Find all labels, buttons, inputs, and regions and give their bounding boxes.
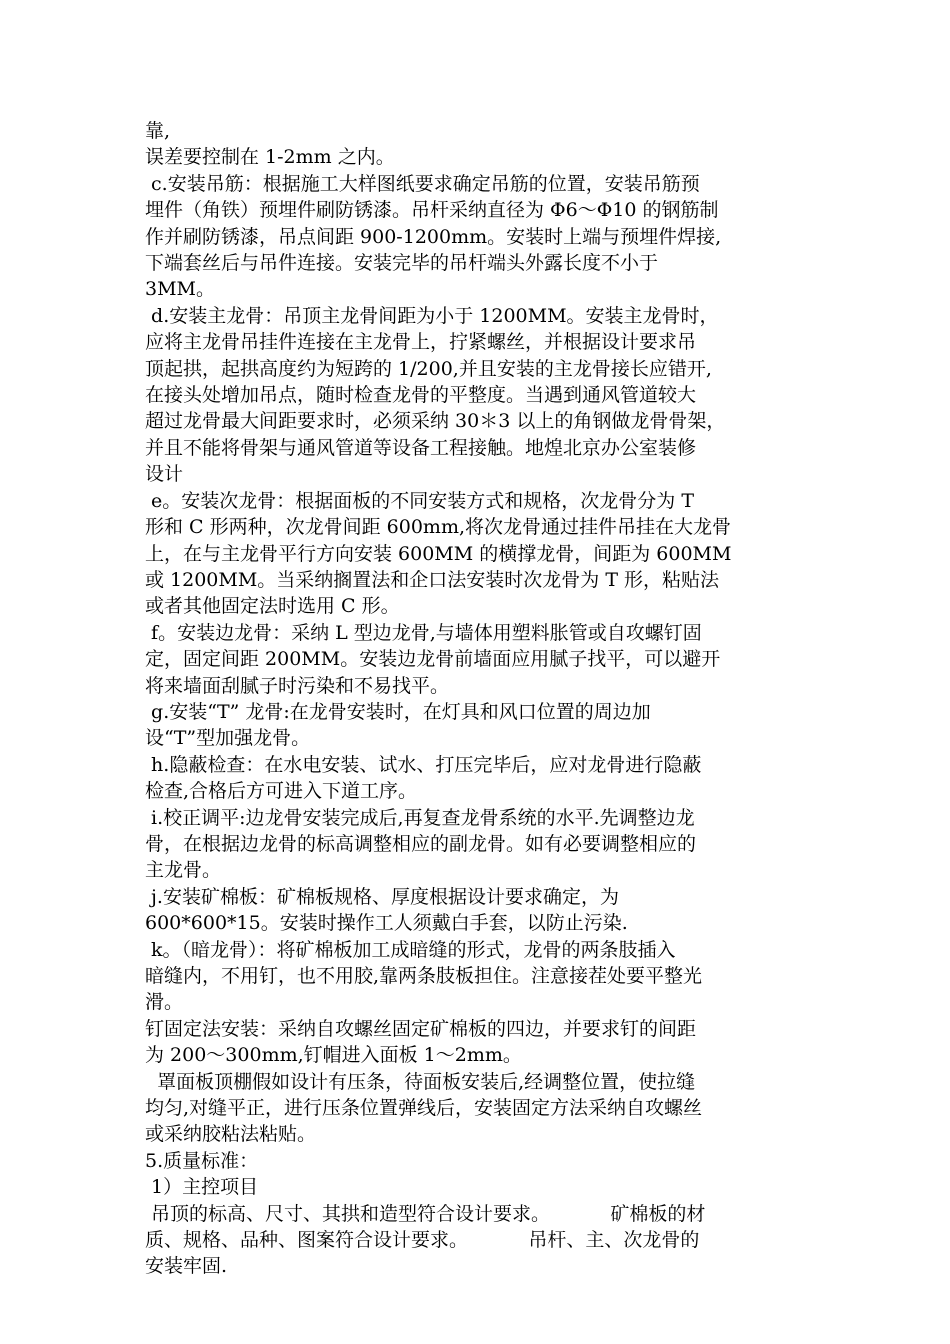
text-line: 为 200～300mm,钉帽进入面板 1～2mm。 — [145, 1044, 522, 1067]
paragraph — [145, 1069, 810, 1148]
paragraph — [145, 937, 810, 1016]
paragraph — [145, 752, 810, 805]
text-line: i.校正调平:边龙骨安装完成后,再复查龙骨系统的水平.先调整边龙 — [145, 806, 695, 829]
text-line: 设计 — [145, 463, 184, 486]
text-line: 检查,合格后方可进入下道工序。 — [145, 780, 418, 803]
text-line: 5.质量标准： — [145, 1149, 259, 1172]
text-line: 暗缝内，不用钉，也不用胶,靠两条肢板担住。注意接茬处要平整光 — [145, 965, 703, 987]
paragraph — [145, 699, 810, 752]
text-line: 下端套丝后与吊件连接。安装完毕的吊杆端头外露长度不小于 — [145, 252, 659, 275]
text-line: 骨，在根据边龙骨的标高调整相应的副龙骨。如有必要调整相应的 — [145, 832, 697, 855]
text-line: 或者其他固定法时选用 C 形。 — [145, 595, 400, 618]
text-line: 埋件（角铁）预埋件刷防锈漆。吊杆采纳直径为 Φ6～Φ10 的钢筋制 — [145, 199, 719, 222]
paragraph — [145, 1174, 810, 1200]
paragraph — [145, 118, 810, 171]
paragraph — [145, 1201, 810, 1280]
text-line: 上，在与主龙骨平行方向安装 600MM 的横撑龙骨，间距为 600MM — [145, 542, 732, 565]
text-line: 定，固定间距 200MM。安装边龙骨前墙面应用腻子找平，可以避开 — [145, 648, 721, 671]
text-line: 或采纳胶粘法粘贴。 — [145, 1123, 317, 1146]
paragraph — [145, 884, 810, 937]
text-line: 超过龙骨最大间距要求时，必须采纳 30＊3 以上的角钢做龙骨骨架， — [145, 410, 726, 433]
text-line: 主龙骨。 — [145, 859, 222, 882]
text-line: 形和 C 形两种，次龙骨间距 600mm,将次龙骨通过挂件吊挂在大龙骨 — [145, 516, 731, 539]
text-line: g.安装“T” 龙骨:在龙骨安装时，在灯具和风口位置的周边加 — [145, 700, 651, 723]
text-line: 质、规格、品种、图案符合设计要求。 吊杆、主、次龙骨的 — [145, 1229, 700, 1252]
text-line: 吊顶的标高、尺寸、其拱和造型符合设计要求。 矿棉板的材 — [145, 1202, 706, 1225]
paragraph — [145, 620, 810, 699]
text-line: 3MM。 — [145, 278, 215, 301]
text-line: e。安装次龙骨：根据面板的不同安装方式和规格，次龙骨分为 T — [145, 489, 694, 512]
text-line: 钉固定法安装：采纳自攻螺丝固定矿棉板的四边，并要求钉的间距 — [145, 1017, 697, 1040]
text-line: 安装牢固. — [145, 1255, 228, 1278]
text-line: k。（暗龙骨）：将矿棉板加工成暗缝的形式，龙骨的两条肢插入 — [145, 938, 676, 961]
paragraph — [145, 303, 810, 488]
text-line: 罩面板顶棚假如设计有压条，待面板安装后,经调整位置，使拉缝 — [145, 1070, 696, 1093]
text-line: c.安装吊筋：根据施工大样图纸要求确定吊筋的位置，安装吊筋预 — [145, 172, 700, 195]
text-line: 并且不能将骨架与通风管道等设备工程接触。地煌北京办公室装修 — [145, 436, 697, 459]
text-line: 1）主控项目 — [145, 1176, 259, 1199]
text-line: f。安装边龙骨：采纳 L 型边龙骨,与墙体用塑料胀管或自攻螺钉固 — [145, 621, 702, 644]
text-line: 顶起拱，起拱高度约为短跨的 1/200,并且安装的主龙骨接长应错开, — [145, 357, 712, 380]
text-line: 滑。 — [145, 991, 184, 1014]
document-body — [145, 118, 810, 1280]
text-line: 应将主龙骨吊挂件连接在主龙骨上，拧紧螺丝，并根据设计要求吊 — [145, 331, 697, 354]
paragraph — [145, 488, 810, 620]
text-line: 作并刷防锈漆，吊点间距 900-1200mm。安装时上端与预埋件焊接, — [145, 225, 722, 248]
paragraph — [145, 1148, 810, 1174]
text-line: d.安装主龙骨：吊顶主龙骨间距为小于 1200MM。安装主龙骨时， — [145, 304, 719, 327]
text-line: 将来墙面刮腻子时污染和不易找平。 — [145, 674, 450, 697]
text-line: 600*600*15。安装时操作工人须戴白手套，以防止污染. — [145, 912, 628, 935]
text-line: 均匀,对缝平正，进行压条位置弹线后，安装固定方法采纳自攻螺丝 — [145, 1097, 703, 1120]
text-line: 误差要控制在 1-2mm 之内。 — [145, 146, 395, 169]
text-line: 设“T”型加强龙骨。 — [145, 727, 311, 750]
text-line: 靠, — [145, 120, 171, 142]
text-line: 或 1200MM。当采纳搁置法和企口法安装时次龙骨为 T 形，粘贴法 — [145, 568, 720, 591]
paragraph — [145, 1016, 810, 1069]
text-line: h.隐蔽检查：在水电安装、试水、打压完毕后，应对龙骨进行隐蔽 — [145, 753, 702, 776]
paragraph — [145, 805, 810, 884]
text-line: 在接头处增加吊点，随时检查龙骨的平整度。当遇到通风管道较大 — [145, 384, 697, 407]
paragraph — [145, 171, 810, 303]
text-line: j.安装矿棉板：矿棉板规格、厚度根据设计要求确定，为 — [145, 885, 619, 908]
